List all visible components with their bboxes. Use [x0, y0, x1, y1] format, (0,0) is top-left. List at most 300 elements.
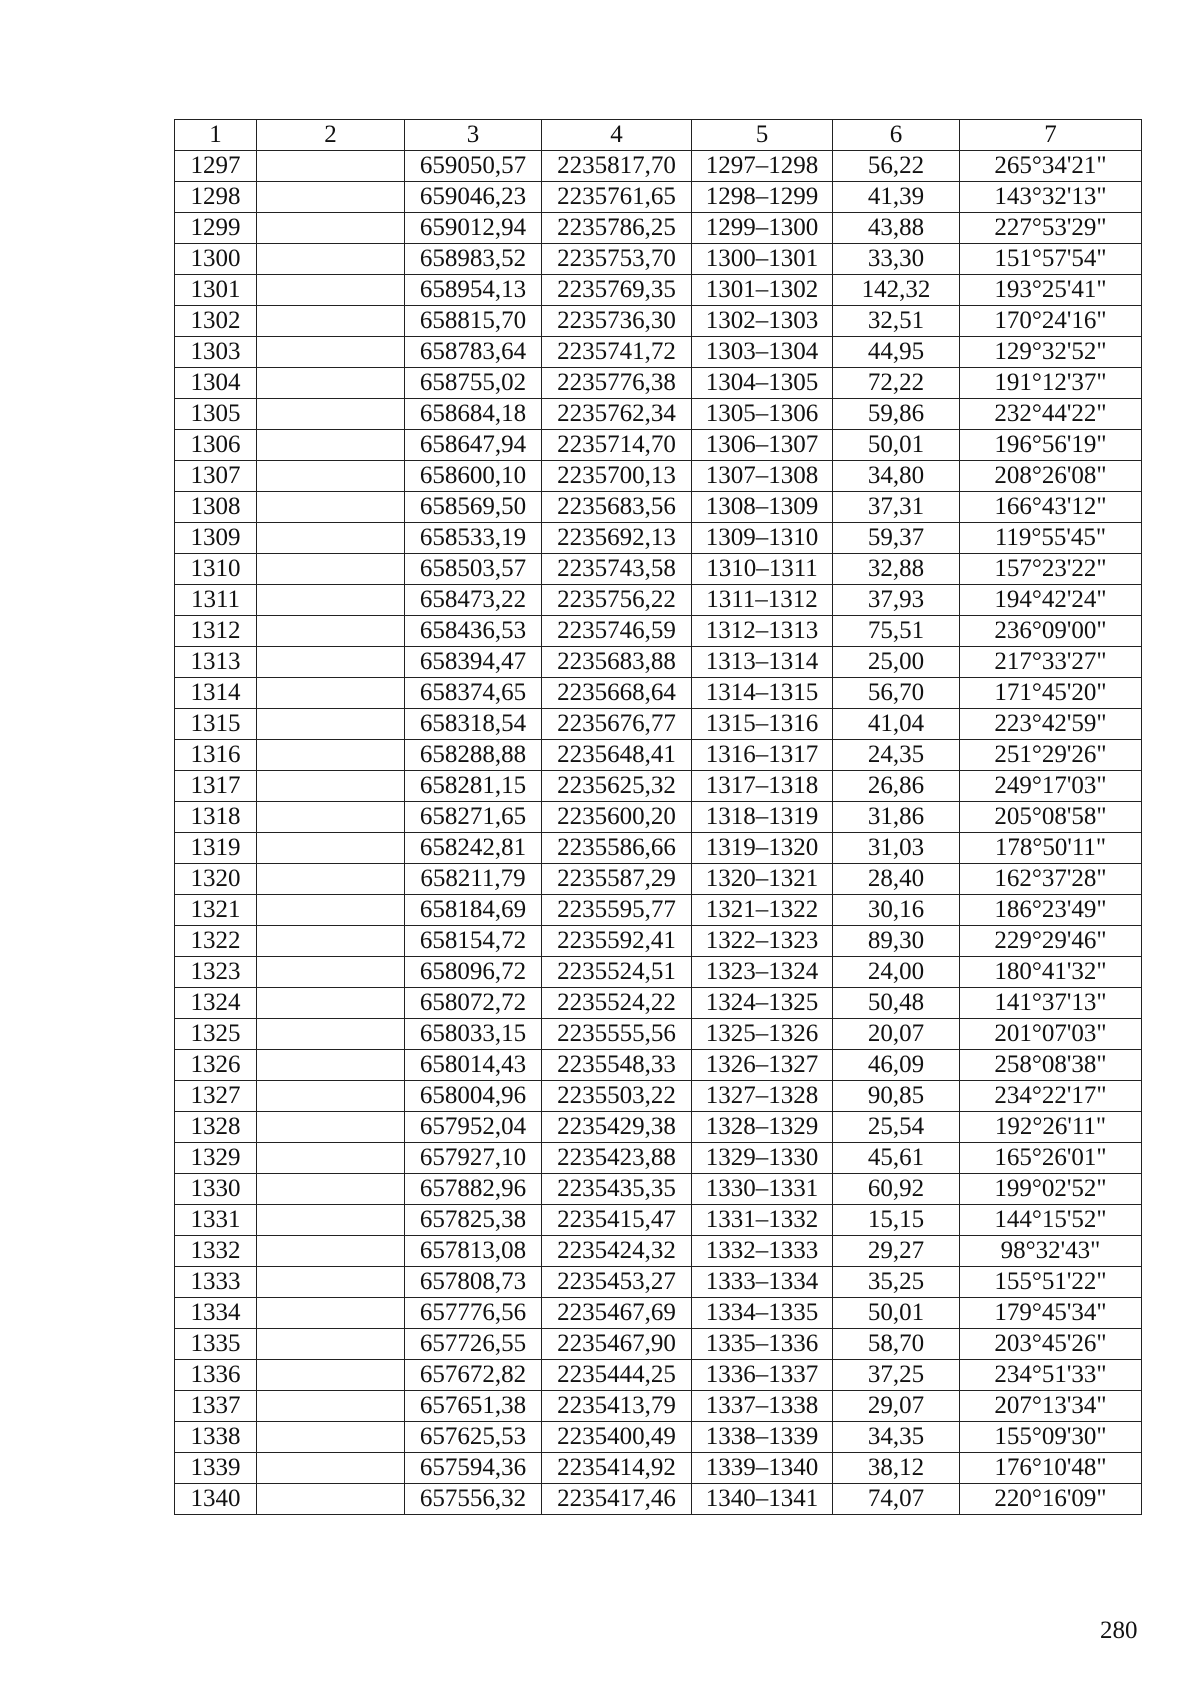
- table-cell: 1316: [175, 740, 257, 771]
- table-cell: 2235683,56: [542, 492, 692, 523]
- table-cell: 1328: [175, 1112, 257, 1143]
- table-cell: 2235524,51: [542, 957, 692, 988]
- table-cell: 1328–1329: [692, 1112, 833, 1143]
- table-row: [175, 306, 1142, 337]
- table-cell: 658600,10: [405, 461, 542, 492]
- table-row: [175, 1081, 1142, 1112]
- table-cell: 2235415,47: [542, 1205, 692, 1236]
- table-cell: 1339: [175, 1453, 257, 1484]
- table-cell: 41,04: [833, 709, 960, 740]
- table-cell: 142,32: [833, 275, 960, 306]
- table-row: [175, 1205, 1142, 1236]
- table-cell: 1313: [175, 647, 257, 678]
- table-cell: 1338–1339: [692, 1422, 833, 1453]
- table-cell: 31,86: [833, 802, 960, 833]
- table-cell: 658318,54: [405, 709, 542, 740]
- table-cell: 658033,15: [405, 1019, 542, 1050]
- table-cell: 1309–1310: [692, 523, 833, 554]
- table-cell: 1304: [175, 368, 257, 399]
- table-cell: 43,88: [833, 213, 960, 244]
- table-row: [175, 275, 1142, 306]
- table-cell: 2235435,35: [542, 1174, 692, 1205]
- table-cell: [257, 151, 405, 182]
- table-cell: 1339–1340: [692, 1453, 833, 1484]
- header-cell: 6: [833, 120, 960, 151]
- table-cell: 2235692,13: [542, 523, 692, 554]
- table-cell: 657556,32: [405, 1484, 542, 1515]
- table-cell: 1332: [175, 1236, 257, 1267]
- table-cell: 657594,36: [405, 1453, 542, 1484]
- table-cell: 659046,23: [405, 182, 542, 213]
- table-cell: 33,30: [833, 244, 960, 275]
- table-cell: 1329: [175, 1143, 257, 1174]
- header-cell: 4: [542, 120, 692, 151]
- table-cell: 72,22: [833, 368, 960, 399]
- table-cell: [257, 213, 405, 244]
- table-cell: 658288,88: [405, 740, 542, 771]
- table-cell: 227°53'29": [960, 213, 1142, 244]
- table-cell: [257, 895, 405, 926]
- table-cell: [257, 585, 405, 616]
- header-cell: 7: [960, 120, 1142, 151]
- table-row: [175, 802, 1142, 833]
- table-cell: 2235600,20: [542, 802, 692, 833]
- table-cell: 90,85: [833, 1081, 960, 1112]
- table-cell: 35,25: [833, 1267, 960, 1298]
- table-cell: 2235736,30: [542, 306, 692, 337]
- table-cell: 1317: [175, 771, 257, 802]
- header-cell: 1: [175, 120, 257, 151]
- table-cell: 165°26'01": [960, 1143, 1142, 1174]
- table-cell: 658374,65: [405, 678, 542, 709]
- table-row: [175, 1174, 1142, 1205]
- table-cell: 186°23'49": [960, 895, 1142, 926]
- table-cell: 1324: [175, 988, 257, 1019]
- table-cell: 50,01: [833, 1298, 960, 1329]
- table-cell: 657726,55: [405, 1329, 542, 1360]
- table-cell: 658014,43: [405, 1050, 542, 1081]
- table-cell: [257, 461, 405, 492]
- table-cell: 251°29'26": [960, 740, 1142, 771]
- table-row: [175, 1360, 1142, 1391]
- table-cell: 2235668,64: [542, 678, 692, 709]
- table-cell: 1298: [175, 182, 257, 213]
- table-cell: 1340: [175, 1484, 257, 1515]
- table-cell: 234°22'17": [960, 1081, 1142, 1112]
- table-cell: [257, 988, 405, 1019]
- table-cell: [257, 1298, 405, 1329]
- table-cell: 1310: [175, 554, 257, 585]
- table-cell: 1325: [175, 1019, 257, 1050]
- table-cell: 1329–1330: [692, 1143, 833, 1174]
- table-cell: 178°50'11": [960, 833, 1142, 864]
- table-cell: 658755,02: [405, 368, 542, 399]
- table-row: [175, 771, 1142, 802]
- table-cell: [257, 554, 405, 585]
- table-cell: 1325–1326: [692, 1019, 833, 1050]
- table-cell: 2235424,32: [542, 1236, 692, 1267]
- table-cell: 1317–1318: [692, 771, 833, 802]
- table-cell: 1302–1303: [692, 306, 833, 337]
- table-cell: 657808,73: [405, 1267, 542, 1298]
- table-cell: 2235769,35: [542, 275, 692, 306]
- table-cell: 658684,18: [405, 399, 542, 430]
- table-cell: 1297: [175, 151, 257, 182]
- table-row: [175, 182, 1142, 213]
- table-row: [175, 616, 1142, 647]
- table-cell: 50,48: [833, 988, 960, 1019]
- table-cell: 196°56'19": [960, 430, 1142, 461]
- table-cell: 180°41'32": [960, 957, 1142, 988]
- table-row: [175, 1484, 1142, 1515]
- table-cell: [257, 1205, 405, 1236]
- table-cell: 32,51: [833, 306, 960, 337]
- table-cell: 32,88: [833, 554, 960, 585]
- table-cell: 2235817,70: [542, 151, 692, 182]
- table-cell: [257, 1081, 405, 1112]
- table-row: [175, 926, 1142, 957]
- table-cell: 659012,94: [405, 213, 542, 244]
- table-cell: 1320–1321: [692, 864, 833, 895]
- table-cell: 98°32'43": [960, 1236, 1142, 1267]
- table-cell: [257, 1453, 405, 1484]
- coordinates-table: [174, 119, 1142, 1515]
- table-cell: 1309: [175, 523, 257, 554]
- table-cell: [257, 709, 405, 740]
- table-cell: 1337: [175, 1391, 257, 1422]
- table-cell: 658954,13: [405, 275, 542, 306]
- table-row: [175, 213, 1142, 244]
- table-cell: 249°17'03": [960, 771, 1142, 802]
- table-cell: 2235467,69: [542, 1298, 692, 1329]
- table-cell: 1313–1314: [692, 647, 833, 678]
- table-cell: 1327–1328: [692, 1081, 833, 1112]
- table-cell: 2235761,65: [542, 182, 692, 213]
- table-cell: 1303–1304: [692, 337, 833, 368]
- table-cell: 2235503,22: [542, 1081, 692, 1112]
- table-cell: 2235714,70: [542, 430, 692, 461]
- table-cell: [257, 802, 405, 833]
- table-cell: 1305–1306: [692, 399, 833, 430]
- table-cell: 1298–1299: [692, 182, 833, 213]
- table-cell: 2235776,38: [542, 368, 692, 399]
- table-cell: 1338: [175, 1422, 257, 1453]
- table-cell: 24,35: [833, 740, 960, 771]
- table-cell: 44,95: [833, 337, 960, 368]
- table-cell: 1311–1312: [692, 585, 833, 616]
- table-cell: 176°10'48": [960, 1453, 1142, 1484]
- table-cell: 1311: [175, 585, 257, 616]
- table-cell: 179°45'34": [960, 1298, 1142, 1329]
- table-cell: [257, 1112, 405, 1143]
- table-row: [175, 492, 1142, 523]
- table-cell: 1320: [175, 864, 257, 895]
- table-cell: 1323–1324: [692, 957, 833, 988]
- table-cell: 232°44'22": [960, 399, 1142, 430]
- table-cell: 2235417,46: [542, 1484, 692, 1515]
- table-cell: 657651,38: [405, 1391, 542, 1422]
- table-cell: 119°55'45": [960, 523, 1142, 554]
- table-cell: 1333–1334: [692, 1267, 833, 1298]
- table-cell: 1312: [175, 616, 257, 647]
- table-cell: [257, 1267, 405, 1298]
- table-cell: 34,80: [833, 461, 960, 492]
- table-row: [175, 151, 1142, 182]
- table-cell: 2235648,41: [542, 740, 692, 771]
- table-cell: 1306: [175, 430, 257, 461]
- table-cell: 129°32'52": [960, 337, 1142, 368]
- table-cell: 2235548,33: [542, 1050, 692, 1081]
- table-cell: 658004,96: [405, 1081, 542, 1112]
- table-cell: 658815,70: [405, 306, 542, 337]
- table-cell: 1336–1337: [692, 1360, 833, 1391]
- table-row: [175, 988, 1142, 1019]
- table-cell: 2235586,66: [542, 833, 692, 864]
- table-cell: 2235413,79: [542, 1391, 692, 1422]
- table-cell: 56,22: [833, 151, 960, 182]
- table-cell: [257, 957, 405, 988]
- table-cell: 658211,79: [405, 864, 542, 895]
- table-cell: 1331: [175, 1205, 257, 1236]
- table-cell: 2235756,22: [542, 585, 692, 616]
- table-cell: 2235587,29: [542, 864, 692, 895]
- table-cell: 658473,22: [405, 585, 542, 616]
- table-cell: 1300: [175, 244, 257, 275]
- table-cell: 37,25: [833, 1360, 960, 1391]
- table-cell: 144°15'52": [960, 1205, 1142, 1236]
- table-cell: 657813,08: [405, 1236, 542, 1267]
- table-cell: 658072,72: [405, 988, 542, 1019]
- table-cell: 2235444,25: [542, 1360, 692, 1391]
- table-cell: 1314: [175, 678, 257, 709]
- table-cell: 25,54: [833, 1112, 960, 1143]
- table-row: [175, 1112, 1142, 1143]
- table-cell: 194°42'24": [960, 585, 1142, 616]
- table-cell: 75,51: [833, 616, 960, 647]
- table-cell: 658096,72: [405, 957, 542, 988]
- table-cell: 155°09'30": [960, 1422, 1142, 1453]
- table-cell: 2235423,88: [542, 1143, 692, 1174]
- table-cell: [257, 1484, 405, 1515]
- table-row: [175, 461, 1142, 492]
- table-cell: 157°23'22": [960, 554, 1142, 585]
- table-cell: 220°16'09": [960, 1484, 1142, 1515]
- table-cell: 1303: [175, 337, 257, 368]
- table-cell: 2235524,22: [542, 988, 692, 1019]
- table-row: [175, 1236, 1142, 1267]
- header-cell: 3: [405, 120, 542, 151]
- table-cell: 74,07: [833, 1484, 960, 1515]
- table-cell: 2235453,27: [542, 1267, 692, 1298]
- table-cell: [257, 678, 405, 709]
- table-cell: 170°24'16": [960, 306, 1142, 337]
- header-cell: 5: [692, 120, 833, 151]
- table-cell: 2235676,77: [542, 709, 692, 740]
- table-cell: [257, 306, 405, 337]
- table-cell: [257, 492, 405, 523]
- table-cell: 658783,64: [405, 337, 542, 368]
- table-cell: 1315: [175, 709, 257, 740]
- table-header-row: [175, 120, 1142, 151]
- table-cell: 1335: [175, 1329, 257, 1360]
- table-cell: 658436,53: [405, 616, 542, 647]
- table-cell: 1330: [175, 1174, 257, 1205]
- table-cell: 1319: [175, 833, 257, 864]
- table-cell: 657882,96: [405, 1174, 542, 1205]
- table-cell: 207°13'34": [960, 1391, 1142, 1422]
- table-cell: [257, 771, 405, 802]
- table-cell: 1304–1305: [692, 368, 833, 399]
- table-cell: 205°08'58": [960, 802, 1142, 833]
- table-cell: 1335–1336: [692, 1329, 833, 1360]
- table-cell: 1324–1325: [692, 988, 833, 1019]
- table-cell: 2235753,70: [542, 244, 692, 275]
- table-cell: 60,92: [833, 1174, 960, 1205]
- table-cell: 1307: [175, 461, 257, 492]
- table-cell: 1299–1300: [692, 213, 833, 244]
- table-cell: 657952,04: [405, 1112, 542, 1143]
- table-cell: 50,01: [833, 430, 960, 461]
- table-cell: 217°33'27": [960, 647, 1142, 678]
- table-cell: 34,35: [833, 1422, 960, 1453]
- table-cell: 1322: [175, 926, 257, 957]
- table-cell: 2235400,49: [542, 1422, 692, 1453]
- table-cell: 2235595,77: [542, 895, 692, 926]
- table-row: [175, 554, 1142, 585]
- table-cell: [257, 1360, 405, 1391]
- table-cell: 658154,72: [405, 926, 542, 957]
- table-cell: [257, 244, 405, 275]
- table-cell: 1301: [175, 275, 257, 306]
- table-row: [175, 1298, 1142, 1329]
- table-cell: [257, 1422, 405, 1453]
- table-body: [175, 120, 1142, 1515]
- table-cell: 1301–1302: [692, 275, 833, 306]
- table-cell: 15,15: [833, 1205, 960, 1236]
- table-cell: 1322–1323: [692, 926, 833, 957]
- table-cell: 89,30: [833, 926, 960, 957]
- table-cell: 1336: [175, 1360, 257, 1391]
- table-cell: 1326: [175, 1050, 257, 1081]
- table-cell: 658184,69: [405, 895, 542, 926]
- table-cell: 29,27: [833, 1236, 960, 1267]
- table-cell: 658503,57: [405, 554, 542, 585]
- table-cell: 1332–1333: [692, 1236, 833, 1267]
- table-cell: 1310–1311: [692, 554, 833, 585]
- table-row: [175, 678, 1142, 709]
- table-cell: 2235414,92: [542, 1453, 692, 1484]
- table-row: [175, 399, 1142, 430]
- table-row: [175, 1050, 1142, 1081]
- table-cell: 151°57'54": [960, 244, 1142, 275]
- table-cell: 37,31: [833, 492, 960, 523]
- header-cell: 2: [257, 120, 405, 151]
- table-cell: 1340–1341: [692, 1484, 833, 1515]
- table-cell: 1302: [175, 306, 257, 337]
- table-cell: 223°42'59": [960, 709, 1142, 740]
- table-row: [175, 585, 1142, 616]
- table-cell: 657776,56: [405, 1298, 542, 1329]
- table-cell: 1314–1315: [692, 678, 833, 709]
- table-row: [175, 833, 1142, 864]
- table-cell: 2235467,90: [542, 1329, 692, 1360]
- table-cell: 1334: [175, 1298, 257, 1329]
- table-cell: 2235741,72: [542, 337, 692, 368]
- table-cell: [257, 1019, 405, 1050]
- table-cell: 234°51'33": [960, 1360, 1142, 1391]
- table-cell: 46,09: [833, 1050, 960, 1081]
- table-cell: 191°12'37": [960, 368, 1142, 399]
- table-cell: 657927,10: [405, 1143, 542, 1174]
- table-cell: 58,70: [833, 1329, 960, 1360]
- table-cell: [257, 647, 405, 678]
- table-cell: 20,07: [833, 1019, 960, 1050]
- table-cell: 658983,52: [405, 244, 542, 275]
- table-cell: 1333: [175, 1267, 257, 1298]
- table-cell: 1305: [175, 399, 257, 430]
- table-cell: 1331–1332: [692, 1205, 833, 1236]
- table-cell: 2235555,56: [542, 1019, 692, 1050]
- table-cell: 1306–1307: [692, 430, 833, 461]
- table-cell: 59,37: [833, 523, 960, 554]
- table-cell: 1316–1317: [692, 740, 833, 771]
- table-cell: [257, 399, 405, 430]
- table-cell: [257, 275, 405, 306]
- table-cell: 1299: [175, 213, 257, 244]
- table-cell: 1319–1320: [692, 833, 833, 864]
- table-cell: 1318: [175, 802, 257, 833]
- table-cell: 155°51'22": [960, 1267, 1142, 1298]
- table-row: [175, 1019, 1142, 1050]
- table-cell: 24,00: [833, 957, 960, 988]
- table-row: [175, 647, 1142, 678]
- table-row: [175, 244, 1142, 275]
- table-cell: [257, 1174, 405, 1205]
- table-cell: 2235743,58: [542, 554, 692, 585]
- table-row: [175, 1453, 1142, 1484]
- table-cell: 658569,50: [405, 492, 542, 523]
- table-cell: 2235429,38: [542, 1112, 692, 1143]
- table-cell: 162°37'28": [960, 864, 1142, 895]
- table-cell: [257, 926, 405, 957]
- table-cell: 258°08'38": [960, 1050, 1142, 1081]
- table-cell: 28,40: [833, 864, 960, 895]
- table-cell: 658394,47: [405, 647, 542, 678]
- table-cell: 1334–1335: [692, 1298, 833, 1329]
- table-cell: 203°45'26": [960, 1329, 1142, 1360]
- table-cell: 208°26'08": [960, 461, 1142, 492]
- table-cell: 659050,57: [405, 151, 542, 182]
- table-cell: 192°26'11": [960, 1112, 1142, 1143]
- table-row: [175, 1329, 1142, 1360]
- table-cell: [257, 430, 405, 461]
- table-cell: 658533,19: [405, 523, 542, 554]
- table-cell: 1308–1309: [692, 492, 833, 523]
- table-cell: 37,93: [833, 585, 960, 616]
- table-cell: 1297–1298: [692, 151, 833, 182]
- page-number: 280: [1100, 1617, 1138, 1644]
- table-cell: 1318–1319: [692, 802, 833, 833]
- table-cell: 201°07'03": [960, 1019, 1142, 1050]
- table-cell: 141°37'13": [960, 988, 1142, 1019]
- table-cell: 2235746,59: [542, 616, 692, 647]
- table-cell: [257, 864, 405, 895]
- table-cell: 1323: [175, 957, 257, 988]
- table-cell: 56,70: [833, 678, 960, 709]
- table-cell: 143°32'13": [960, 182, 1142, 213]
- table-cell: 1315–1316: [692, 709, 833, 740]
- table-row: [175, 1422, 1142, 1453]
